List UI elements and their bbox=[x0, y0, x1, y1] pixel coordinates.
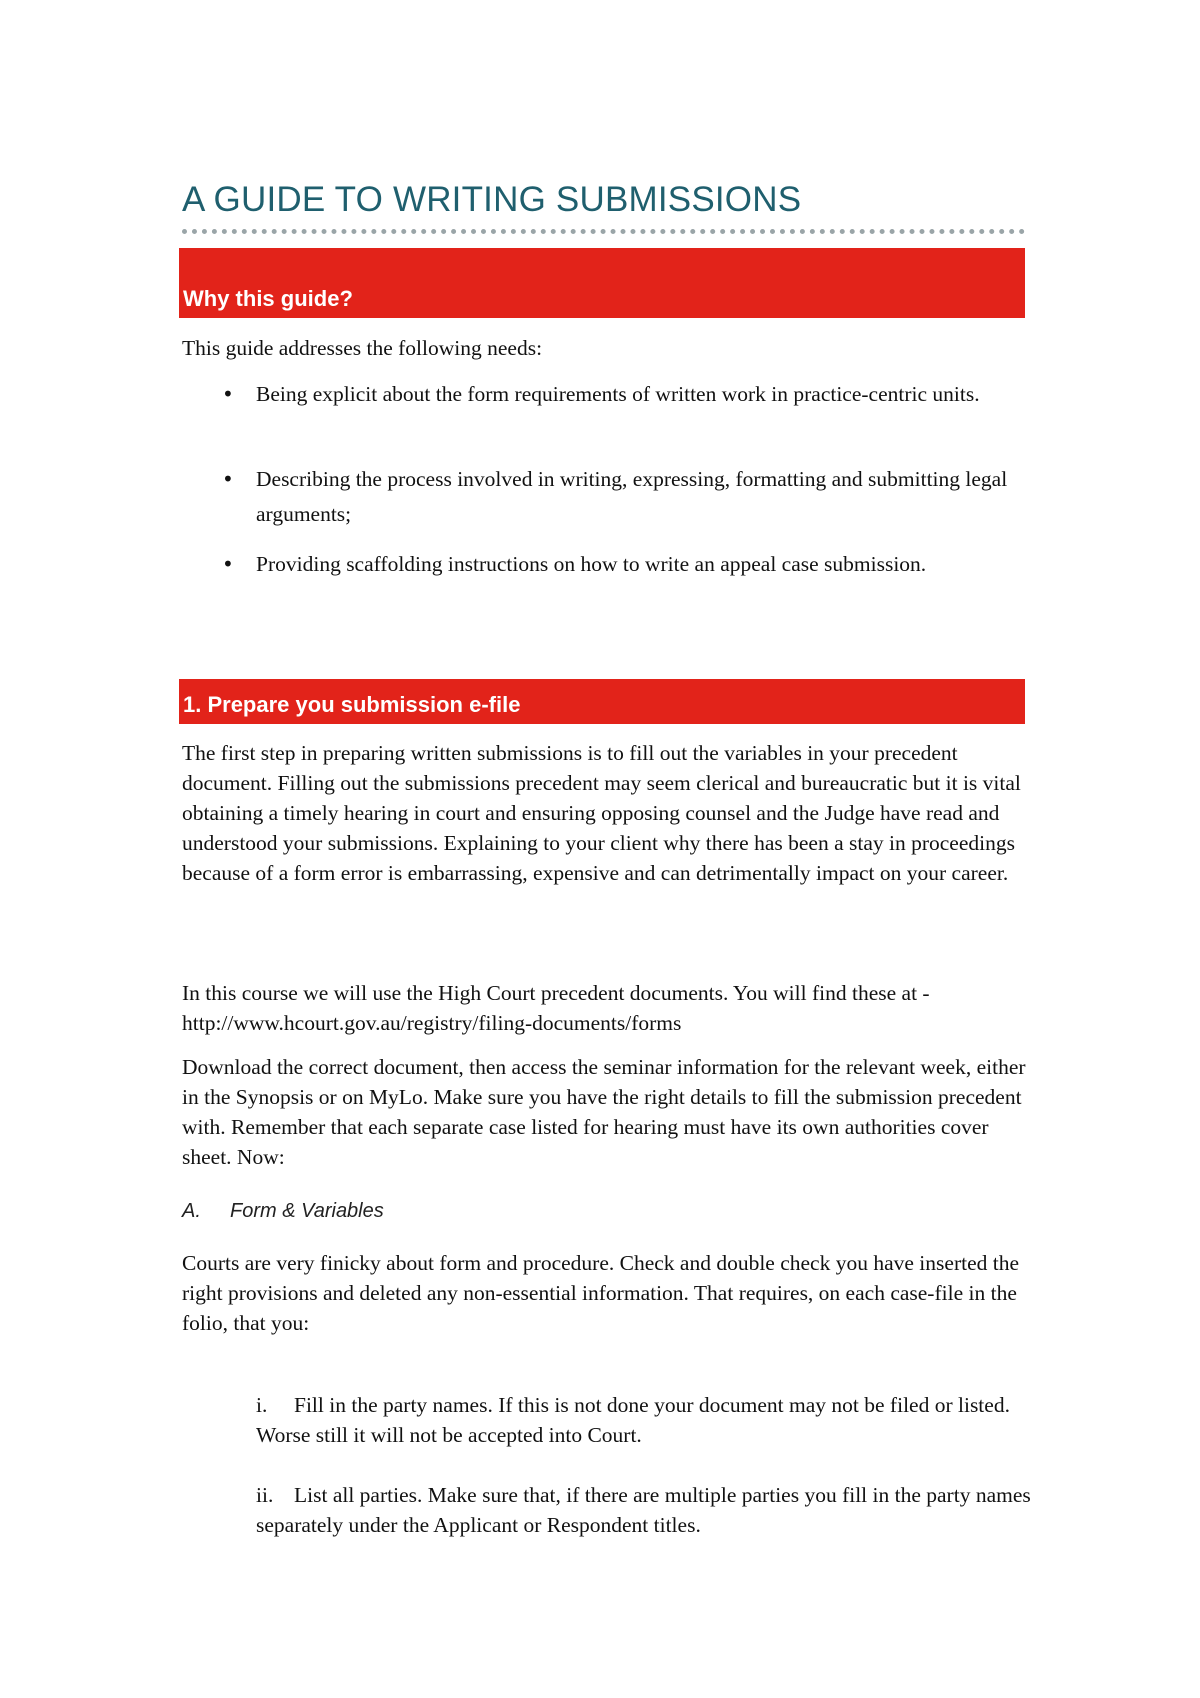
bullet-icon: • bbox=[222, 552, 234, 576]
list-item-text: List all parties. Make sure that, if there are multiple parties you fill in the party names separately under the Applicant or Respondent titles. bbox=[256, 1483, 1031, 1537]
bullet-item bbox=[222, 462, 1016, 532]
section-heading-bar-why-guide bbox=[179, 248, 1025, 318]
list-item-number: i. bbox=[256, 1393, 268, 1417]
section1-intro: This guide addresses the following needs: bbox=[182, 336, 543, 360]
document-title: A GUIDE TO WRITING SUBMISSIONS bbox=[182, 180, 802, 219]
bullet-icon: • bbox=[222, 467, 234, 491]
subsection-title: Form & Variables bbox=[230, 1200, 384, 1222]
section2-paragraph-1: The first step in preparing written submissions is to fill out the variables in your precedent document. Filling out the submissions precedent may seem clerical and bureaucratic but it is vital obtaining a timely hearing in court and ensuring opposing counsel and the Judge have read and understood your submissions. Explaining to your client why there has been a stay in proceedings because of a form error is embarrassing, expensive and can detrimentally impact on your career. bbox=[182, 741, 1021, 885]
bullet-icon: • bbox=[222, 382, 234, 406]
section-heading-prepare-efile: 1. Prepare you submission e-file bbox=[183, 692, 521, 717]
list-item bbox=[256, 1390, 1036, 1450]
subsection-letter: A. bbox=[182, 1200, 201, 1222]
subsection-heading-form-variables bbox=[182, 1200, 384, 1223]
title-dotted-rule bbox=[182, 229, 1025, 234]
section2-paragraph-2: In this course we will use the High Court precedent documents. You will find these at - http://www.hcourt.gov.au/registry/filing-documents/forms bbox=[182, 981, 930, 1035]
bullet-item bbox=[222, 547, 1016, 582]
bullet-text: Providing scaffolding instructions on how to write an appeal case submission. bbox=[256, 552, 927, 576]
list-item-text: Fill in the party names. If this is not done your document may not be filed or listed. Worse still it will not be accepted into Court. bbox=[256, 1393, 1010, 1447]
list-item bbox=[256, 1480, 1036, 1540]
section2-paragraph-3: Download the correct document, then access the seminar information for the relevant week, either in the Synopsis or on MyLo. Make sure you have the right details to fill the submission precedent with. Remember that each separate case listed for hearing must have its own authorities cover sheet. Now: bbox=[182, 1055, 1026, 1169]
section-heading-bar-prepare-efile bbox=[179, 679, 1025, 724]
bullet-text: Being explicit about the form requirements of written work in practice-centric units. bbox=[256, 382, 980, 406]
section-heading-why-guide: Why this guide? bbox=[183, 286, 353, 311]
bullet-item bbox=[222, 377, 1016, 412]
subsection-paragraph: Courts are very finicky about form and procedure. Check and double check you have inserted the right provisions and deleted any non-essential information. That requires, on each case-file in the folio, that you: bbox=[182, 1251, 1020, 1335]
list-item-number: ii. bbox=[256, 1483, 274, 1507]
bullet-text: Describing the process involved in writing, expressing, formatting and submitting legal arguments; bbox=[256, 467, 1008, 526]
